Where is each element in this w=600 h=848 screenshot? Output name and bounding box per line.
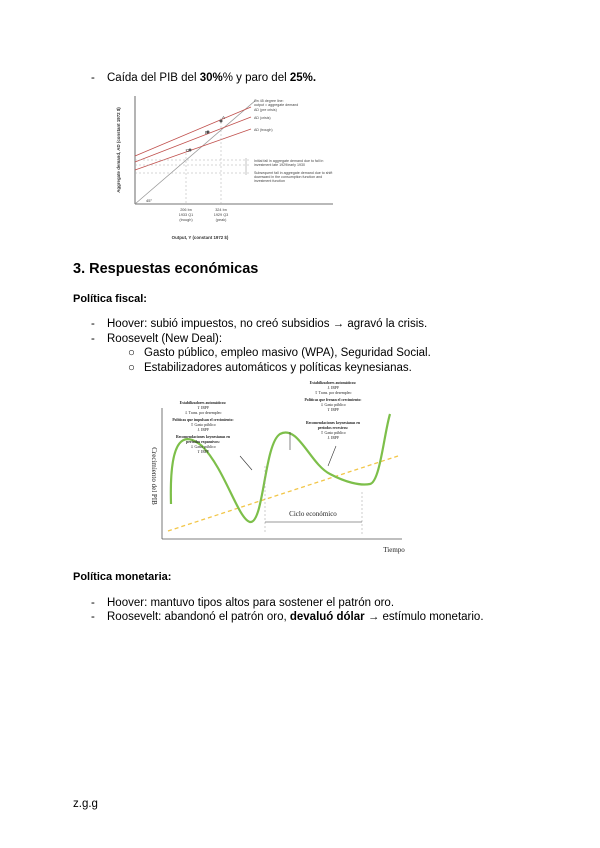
point-a-label: A: [222, 115, 226, 120]
monetary-policy-heading: Política monetaria:: [73, 571, 172, 583]
list-item-text: → estímulo monetario.: [364, 611, 484, 623]
list-item: [107, 611, 484, 623]
list-item: Hoover: mantuvo tipos altos para sostener el patrón oro.: [107, 597, 395, 609]
bullet-marker: -: [91, 318, 95, 330]
annotation-line: ⇩ IRPF: [326, 436, 340, 440]
bullet-text: % y paro del: [222, 72, 290, 84]
annotation-line: ⇧ IRPF: [196, 406, 210, 410]
economic-cycle-chart: [140, 374, 418, 558]
point-c-label: C: [186, 148, 190, 153]
sub-bullet-marker: ○: [128, 362, 135, 374]
annotation-line: ⇧ IRPF: [196, 450, 210, 454]
bullet-text: Caída del PIB del: [107, 72, 200, 84]
x-axis-label: Output, Y (constant 1972 $): [171, 235, 229, 240]
annotation-line: Recomendaciones keynesianas en: [306, 421, 360, 425]
annotation-line: Estabilizadores automáticos:: [179, 401, 227, 405]
keynesian-cross-chart: [108, 92, 340, 248]
annotation-line: períodos recesivos:: [317, 426, 349, 430]
sub-bullet-marker: ○: [128, 347, 135, 359]
list-item-bold: devaluó dólar: [289, 611, 365, 623]
annotation-line: ⇧ IRPF: [326, 408, 340, 412]
list-item-text: Roosevelt: abandonó el patrón oro,: [107, 611, 290, 623]
list-item: Hoover: subió impuestos, no creó subsidios → agravó la crisis.: [107, 318, 428, 330]
sub-list-item: Gasto público, empleo masivo (WPA), Seguridad Social.: [144, 347, 431, 359]
section-heading: 3. Respuestas económicas: [73, 261, 259, 277]
arrow: [240, 456, 252, 470]
annotation-line: Subsequent fall in aggregate demand due to shift: [254, 171, 333, 175]
arrow: [328, 446, 336, 466]
annotation-line: ⇩ IRPF: [196, 428, 210, 432]
annotation-line: Políticas que frenan el crecimiento:: [304, 398, 362, 402]
angle-label: 45°: [146, 198, 153, 203]
x-axis-label: Tiempo: [383, 546, 405, 554]
annotation-line: investment function: [254, 179, 285, 183]
bullet-marker: -: [91, 72, 95, 84]
ad-trough-line: [135, 129, 251, 170]
legend-entry: output = aggregate demand: [254, 103, 299, 107]
y-axis-label: Aggregate demand, AD (constant 1972 $): [116, 107, 121, 193]
annotation-line: ⇧ Gasto público: [190, 423, 216, 427]
annotation-line: ⇩ Trans. por desempleo: [184, 411, 222, 415]
bullet-text-end: %.: [302, 72, 317, 84]
bullet-marker: -: [91, 611, 95, 623]
x-tick-label: 206 bn: [180, 208, 192, 212]
cycle-label: Ciclo económico: [289, 510, 337, 518]
annotation-line: ⇩ IRPF: [326, 386, 340, 390]
annotation-line: Initial fall in aggregate demand due to fall in: [254, 159, 324, 163]
gdp-drop-value: 30: [199, 72, 213, 84]
footer-initials: z.g.g: [73, 798, 98, 810]
gdp-drop-bullet: Caída del PIB del 30%% y paro del 25%.: [107, 72, 317, 84]
legend-entry: AD (pre crisis): [254, 108, 277, 112]
annotation-line: investment late 1929/early 1930: [254, 163, 305, 167]
annotation-line: Políticas que impulsan el crecimiento:: [172, 418, 234, 422]
x-tick-label: (trough): [179, 218, 193, 222]
legend-entry: AD (trough): [254, 128, 273, 132]
annotation-line: Recomendaciones keynesianas en: [176, 435, 230, 439]
ad-crisis-line: [135, 117, 251, 162]
annotation-line: ⇧ Gasto público: [320, 431, 346, 435]
annotation-line: ⇩ Gasto público: [320, 403, 346, 407]
y-axis-label: Crecimiento del PIB: [150, 447, 158, 505]
bullet-marker: -: [91, 597, 95, 609]
x-tick-label: 1929 Q3: [213, 213, 229, 217]
45-degree-line: [135, 100, 256, 204]
annotation-line: períodos expansivos:: [186, 440, 220, 444]
bullet-marker: -: [91, 333, 95, 345]
annotation-line: ⇩ Gasto público: [190, 445, 216, 449]
annotation-line: Estabilizadores automáticos:: [309, 381, 357, 385]
list-item: Roosevelt (New Deal):: [107, 333, 223, 345]
annotation-line: downward in the consumption function and: [254, 175, 323, 179]
trend-line: [168, 456, 398, 531]
legend-entry: On 45 degree line:: [254, 99, 284, 103]
x-tick-label: 1933 Q1: [178, 213, 194, 217]
unemployment-value: 25: [289, 72, 303, 84]
legend-entry: AD (crisis): [254, 116, 271, 120]
ad-pre-crisis-line: [135, 107, 251, 156]
point-b-label: B: [205, 130, 209, 135]
annotation-line: ⇧ Trans. por desempleo: [314, 391, 352, 395]
sub-list-item: Estabilizadores automáticos y políticas keynesianas.: [144, 362, 412, 374]
x-tick-label: (peak): [215, 218, 227, 222]
fiscal-policy-heading: Política fiscal:: [73, 293, 147, 305]
x-tick-label: 324 bn: [215, 208, 227, 212]
